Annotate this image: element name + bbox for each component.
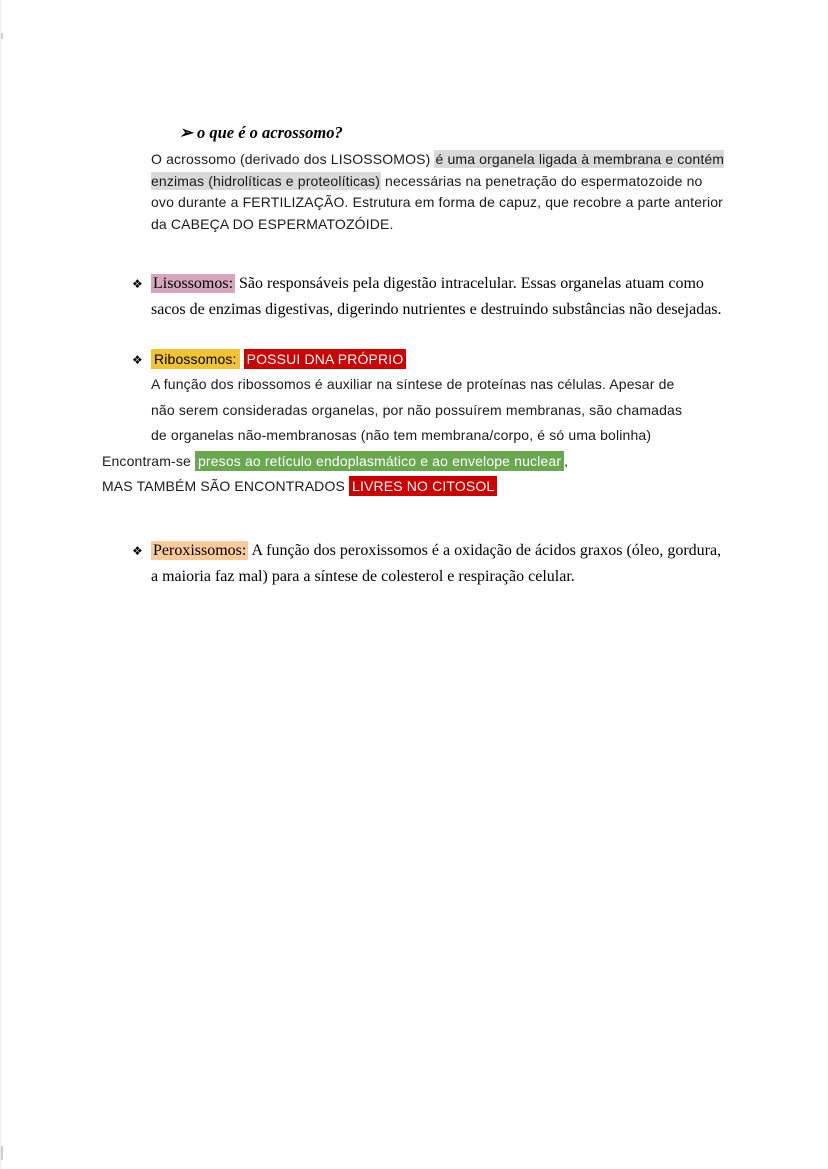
encontram-text-pre: Encontram-se [102, 452, 195, 469]
acrossomo-text-post: necessárias na penetração do espermatozoide no ovo durante a FERTILIZAÇÃO. Estrutura em forma de capuz, que recobre a parte anterior da CABEÇA DO ESPERMATOZÓIDE. [151, 172, 723, 232]
bullet-diamond-icon: ❖ [132, 543, 143, 558]
encontram-se-line [102, 449, 728, 475]
bullet-diamond-icon: ❖ [132, 353, 143, 367]
lisossomos-paragraph [151, 271, 725, 323]
peroxissomos-term-highlight: Peroxissomos: [153, 541, 247, 559]
lisossomos-term-highlight: Lisossomos: [153, 275, 234, 292]
ribossomos-head-line [151, 347, 691, 372]
ribossomos-list-item [132, 347, 728, 449]
peroxissomos-body-text: A função dos peroxissomos é a oxidação de ácidos graxos (óleo, gordura, a maioria faz mal) para a síntese de colesterol e respiração celular. [151, 541, 722, 585]
mas-tambem-line [102, 474, 728, 500]
ribossomos-term-highlight: Ribossomos: [151, 349, 240, 369]
ribossomos-body-text: A função dos ribossomos é auxiliar na síntese de proteínas nas células. Apesar de não serem consideradas organelas, por não possuírem membranas, são chamadas de organelas não-membranosas (não tem membrana/corpo, é só uma bolinha) [151, 376, 683, 443]
acrossomo-text-pre: O acrossomo (derivado dos LISOSSOMOS) [151, 151, 435, 167]
mas-text-pre: MAS TAMBÉM SÃO ENCONTRADOS [102, 478, 350, 494]
ribossomos-block [151, 347, 691, 449]
peroxissomos-list-item [132, 538, 728, 590]
peroxissomos-paragraph [151, 538, 725, 590]
encontram-text-post: , [564, 452, 569, 469]
lisossomos-body-text: São responsáveis pela digestão intracelular. Essas organelas atuam como sacos de enzimas digestivas, digerindo nutrientes e destruindo substâncias não desejadas. [151, 275, 722, 318]
acrossomo-paragraph [151, 149, 728, 235]
acrossomo-gray-highlight: é uma organela ligada à membrana e contém enzimas (hidrolíticas e proteolíticas) [151, 151, 725, 189]
page-edge-artifact-bottom [1, 1146, 3, 1160]
encontram-green-highlight: presos ao retículo endoplasmático e ao envelope nuclear [195, 451, 564, 471]
citosol-red-highlight: LIVRES NO CITOSOL [349, 476, 497, 496]
lisossomos-list-item [132, 271, 728, 323]
bullet-diamond-icon: ❖ [132, 277, 143, 291]
document-content [1, 0, 828, 590]
ribossomos-red-highlight: POSSUI DNA PRÓPRIO [244, 349, 407, 369]
section-heading-acrossomo: ➢ o que é o acrossomo? [179, 123, 343, 142]
